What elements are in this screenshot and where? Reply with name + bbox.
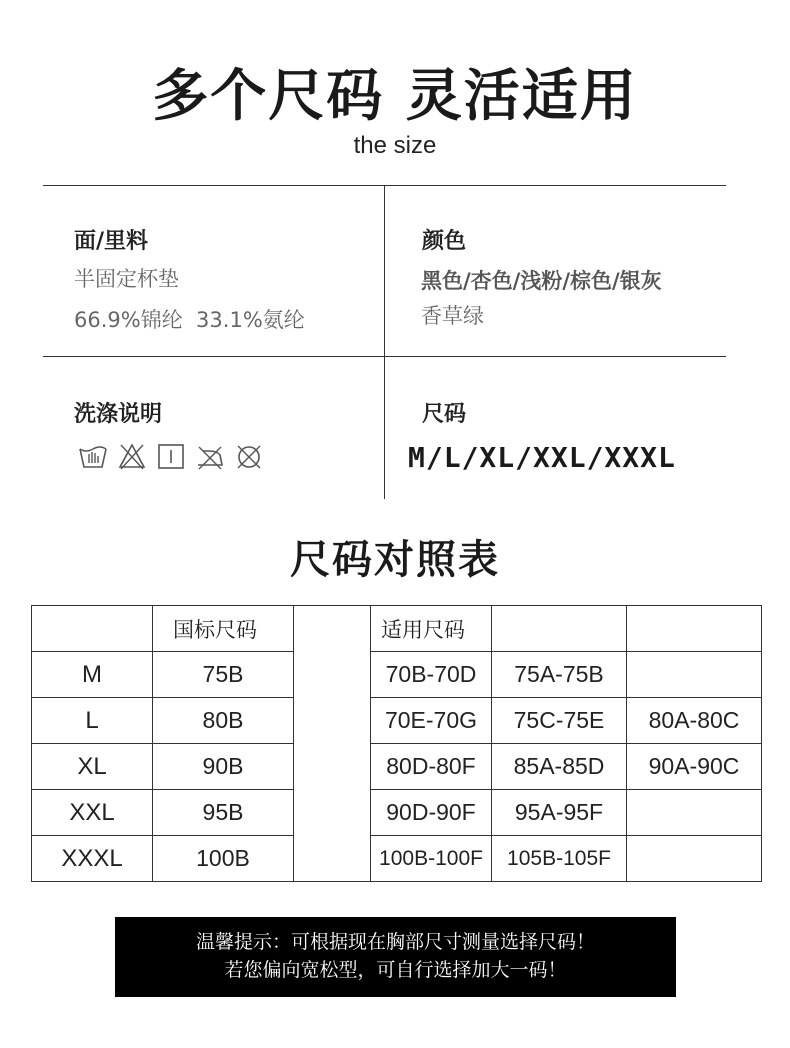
gap-cell xyxy=(294,744,371,790)
size-chart-table xyxy=(31,605,762,882)
fabric-line2: 66.9%锦纶 33.1%氨纶 xyxy=(74,308,305,332)
no-dry-clean-icon xyxy=(234,441,264,471)
row-intl: 90B xyxy=(153,744,294,790)
gap-cell xyxy=(294,652,371,698)
size-heading: 尺码 xyxy=(422,402,467,427)
row-label: XXXL xyxy=(32,836,153,882)
header-fit-size: 适用尺码 xyxy=(371,606,492,652)
row-label: XXL xyxy=(32,790,153,836)
notice-line1: 温馨提示：可根据现在胸部尺寸测量选择尺码！ xyxy=(195,931,595,953)
page-title: 多个尺码 灵活适用 xyxy=(152,64,638,129)
table-row xyxy=(32,790,762,836)
fabric-heading: 面/里料 xyxy=(74,229,149,254)
hand-wash-icon xyxy=(78,441,108,471)
header-empty-cell xyxy=(627,606,762,652)
row-intl: 100B xyxy=(153,836,294,882)
no-bleach-icon xyxy=(117,441,147,471)
header-intl-size: 国标尺码 xyxy=(153,606,294,652)
row-fit: 75C-75E xyxy=(492,698,627,744)
divider-vertical xyxy=(384,185,385,499)
line-dry-icon xyxy=(156,441,186,471)
row-fit: 100B-100F xyxy=(371,836,492,882)
row-label: L xyxy=(32,698,153,744)
row-fit: 70E-70G xyxy=(371,698,492,744)
table-row xyxy=(32,698,762,744)
row-intl: 95B xyxy=(153,790,294,836)
row-fit xyxy=(627,652,762,698)
row-fit: 90D-90F xyxy=(371,790,492,836)
row-fit: 105B-105F xyxy=(492,836,627,882)
row-label: M xyxy=(32,652,153,698)
gap-cell xyxy=(294,698,371,744)
care-icons xyxy=(78,441,264,471)
gap-cell xyxy=(294,790,371,836)
row-fit: 70B-70D xyxy=(371,652,492,698)
row-intl: 75B xyxy=(153,652,294,698)
row-fit: 85A-85D xyxy=(492,744,627,790)
notice-line2: 若您偏向宽松型，可自行选择加大一码！ xyxy=(224,959,567,981)
color-line1: 黑色/杏色/浅粉/棕色/银灰 xyxy=(421,269,662,293)
table-row xyxy=(32,836,762,882)
header-empty-cell xyxy=(492,606,627,652)
no-iron-icon xyxy=(195,441,225,471)
row-fit xyxy=(627,790,762,836)
row-label: XL xyxy=(32,744,153,790)
row-fit: 80D-80F xyxy=(371,744,492,790)
header-empty-cell xyxy=(32,606,153,652)
row-fit xyxy=(627,836,762,882)
size-list: M/L/XL/XXL/XXXL xyxy=(408,441,676,474)
header-gap-cell xyxy=(294,606,371,652)
row-fit: 90A-90C xyxy=(627,744,762,790)
row-fit: 75A-75B xyxy=(492,652,627,698)
color-heading: 颜色 xyxy=(422,229,467,254)
fabric-line1: 半固定杯垫 xyxy=(74,267,179,291)
notice-banner xyxy=(115,917,676,997)
table-row xyxy=(32,744,762,790)
row-intl: 80B xyxy=(153,698,294,744)
row-fit: 80A-80C xyxy=(627,698,762,744)
page-subtitle: the size xyxy=(353,132,437,159)
color-line2: 香草绿 xyxy=(421,304,484,328)
size-chart-title: 尺码对照表 xyxy=(290,537,500,583)
table-row xyxy=(32,652,762,698)
gap-cell xyxy=(294,836,371,882)
row-fit: 95A-95F xyxy=(492,790,627,836)
washing-heading: 洗涤说明 xyxy=(74,402,163,427)
table-header-row xyxy=(32,606,762,652)
